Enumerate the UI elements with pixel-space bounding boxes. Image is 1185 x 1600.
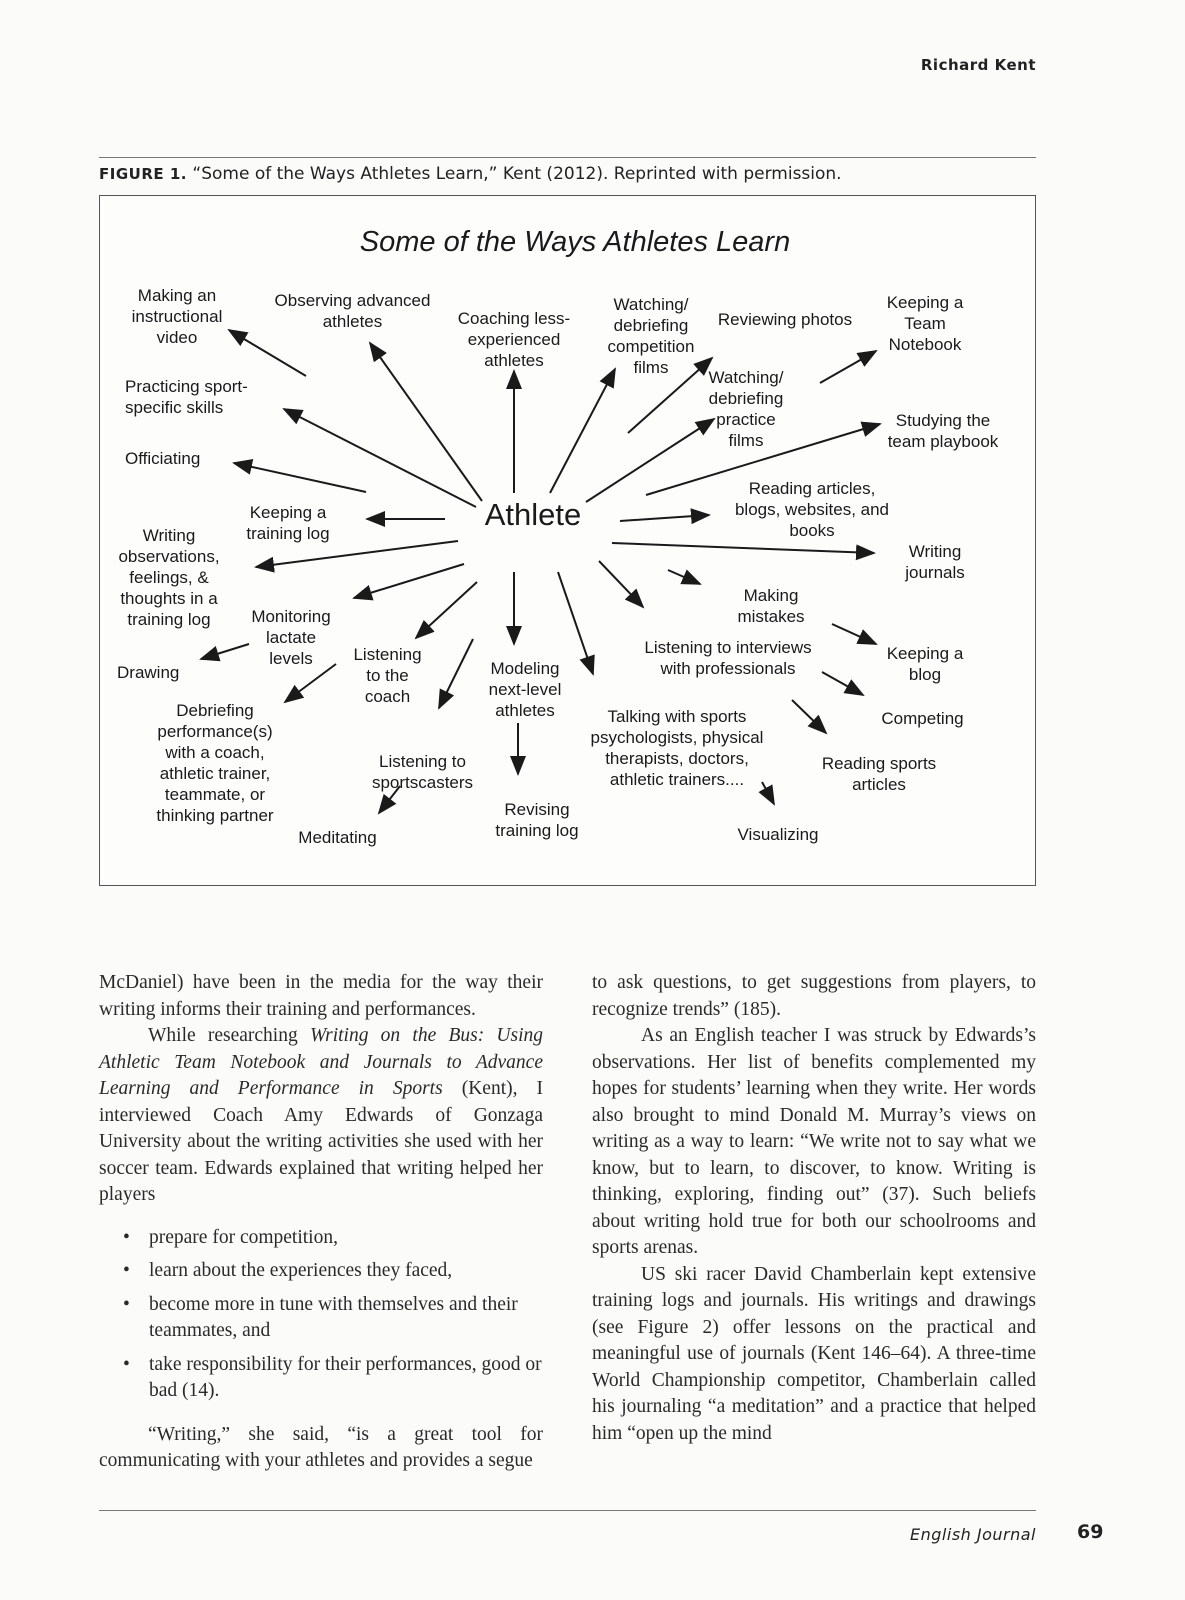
arrow-to-writing-journals — [612, 543, 874, 553]
arrow-to-making-mistakes — [668, 570, 700, 584]
node-monitoring-lactate: Monitoring lactate levels — [251, 607, 331, 668]
paragraph: McDaniel) have been in the media for the way their writing informs their training and performances. — [99, 972, 543, 1020]
footer-journal-name: English Journal — [910, 1525, 1036, 1544]
figure-caption — [99, 164, 1036, 184]
node-listening-to-coach: Listening to the coach — [353, 645, 422, 706]
figure-title: Some of the Ways Athletes Learn — [359, 226, 791, 258]
arrow-to-listening-sportscasters — [439, 639, 473, 708]
arrow-to-reading-articles — [620, 515, 709, 521]
node-practicing-sport-skills: Practicing sport- specific skills — [125, 377, 248, 417]
arrow-to-interviews — [599, 561, 643, 607]
node-modeling-next-level: Modeling next-level athletes — [488, 659, 562, 720]
node-watching-competition-films: Watching/ debriefing competition films — [607, 295, 695, 377]
node-keeping-training-log: Keeping a training log — [246, 503, 330, 543]
node-studying-team-playbook: Studying the team playbook — [887, 411, 999, 451]
node-meditating: Meditating — [298, 828, 377, 847]
node-reviewing-photos: Reviewing photos — [717, 310, 853, 329]
arrow-to-monitoring — [354, 564, 464, 598]
arrow-to-watching-competition — [550, 369, 615, 493]
node-keeping-a-blog: Keeping a blog — [886, 644, 964, 684]
node-reading-sports-articles: Reading sports articles — [821, 754, 937, 794]
paragraph: As an English teacher I was struck by Edwards’s observations. Her list of benefits complemented my hopes for students’ learning when they write. Her words also brought to mind Donald M. Murray’s views on writing as a way to learn: “We write not to say what we know, but to learn, to discover, to know. Writing is thinking, exploring, finding out” (37). Such beliefs about writing hold true for both our schoolrooms and sports arenas. — [592, 1025, 1036, 1258]
node-talking-with-psychologists: Talking with sports psychologists, physical therapists, doctors, athletic trainers.... — [590, 707, 764, 789]
paragraph: “Writing,” she said, “is a great tool for communicating with your athletes and provides a segue — [99, 1423, 543, 1471]
arrow-to-competing — [822, 672, 863, 695]
node-writing-journals: Writing journals — [905, 542, 965, 582]
header-rule — [99, 157, 1036, 158]
node-revising-training-log: Revising training log — [495, 800, 579, 840]
node-listening-to-interviews: Listening to interviews with professionals — [644, 638, 812, 678]
paragraph — [99, 1023, 543, 1209]
node-reading-articles-blogs: Reading articles, blogs, websites, and books — [734, 479, 890, 540]
node-visualizing: Visualizing — [737, 825, 819, 844]
paragraph: US ski racer David Chamberlain kept extensive training logs and journals. His writings and drawings (see Figure 2) offer lessons on the practical and meaningful use of journals (Kent 146–64). A three-time World Championship competitor, Chamberlain called his journaling “a meditation” and a practice that helped him “open up the mind — [592, 1263, 1036, 1444]
node-making-mistakes: Making mistakes — [737, 586, 805, 626]
node-watching-practice-films: Watching/ debriefing practice films — [708, 368, 784, 450]
node-making-instructional-video: Making an instructional video — [131, 286, 223, 347]
node-listening-to-sportscasters: Listening to sportscasters — [371, 752, 474, 792]
arrow-to-keeping-blog — [832, 624, 876, 644]
page-number: 69 — [1077, 1521, 1104, 1543]
body-column-left — [99, 970, 543, 1475]
arrow-to-practicing — [284, 409, 476, 507]
node-observing-advanced-athletes: Observing advanced athletes — [274, 291, 431, 331]
benefits-list — [99, 1225, 543, 1405]
arrow-to-writing-observations — [256, 541, 458, 567]
node-drawing: Drawing — [117, 663, 180, 682]
list-item: • learn about the experiences they faced, — [149, 1258, 543, 1285]
arrow-to-reading-sports — [792, 700, 826, 733]
node-competing: Competing — [881, 709, 964, 728]
figure-label: FIGURE 1. — [99, 165, 187, 183]
list-item: • prepare for competition, — [149, 1225, 543, 1252]
body-column-right — [592, 970, 1036, 1447]
figure-caption-text: “Some of the Ways Athletes Learn,” Kent (2012). Reprinted with permission. — [192, 164, 842, 184]
arrow-to-watching-practice — [586, 419, 714, 502]
node-coaching-less-experienced: Coaching less- experienced athletes — [457, 309, 571, 370]
center-node-athlete: Athlete — [484, 497, 582, 532]
node-writing-observations: Writing observations, feelings, & thoughts in a training log — [118, 526, 220, 629]
node-keeping-team-notebook: Keeping a Team Notebook — [886, 293, 964, 354]
paragraph-text: While researching — [148, 1025, 310, 1046]
arrow-to-team-notebook — [820, 351, 876, 383]
list-item: • take responsibility for their performances, good or bad (14). — [149, 1352, 543, 1405]
arrow-to-officiating — [234, 463, 366, 492]
node-debriefing-performances: Debriefing performance(s) with a coach, athletic trainer, teammate, or thinking partner — [156, 701, 274, 825]
paragraph-text: (Kent), I interviewed Coach Amy Edwards of Gonzaga University about the writing activities she used with her soccer team. Edwards explained that writing helped her players — [99, 1078, 544, 1205]
book-title: Writing on the Bus: Using Athletic Team Notebook and Journals to Advance Learning and Performance in Sports — [99, 1025, 543, 1099]
footer-rule — [99, 1510, 1036, 1511]
arrow-to-debriefing — [285, 664, 336, 702]
paragraph: to ask questions, to get suggestions from players, to recognize trends” (185). — [592, 972, 1036, 1020]
list-item: • become more in tune with themselves and their teammates, and — [149, 1292, 543, 1345]
concept-map-figure — [99, 195, 1036, 886]
running-head-author: Richard Kent — [920, 56, 1036, 74]
node-officiating: Officiating — [125, 449, 201, 468]
arrow-to-listening-coach — [416, 582, 477, 638]
arrow-to-instructional-video — [229, 330, 306, 376]
